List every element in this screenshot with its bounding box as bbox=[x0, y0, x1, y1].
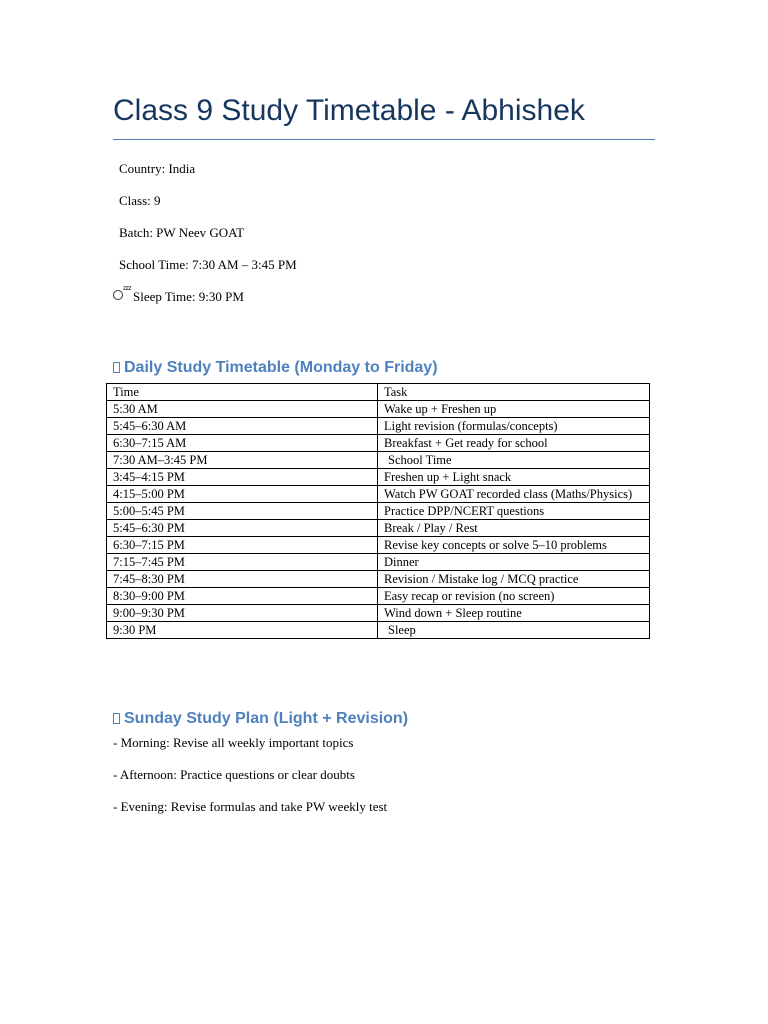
time-cell: 5:30 AM bbox=[107, 401, 378, 418]
daily-timetable-heading bbox=[113, 359, 438, 377]
task-cell: Practice DPP/NCERT questions bbox=[378, 503, 650, 520]
missing-glyph-icon bbox=[113, 362, 120, 373]
table-header-row bbox=[107, 384, 650, 401]
task-cell: Revise key concepts or solve 5–10 problems bbox=[378, 537, 650, 554]
time-cell: 5:00–5:45 PM bbox=[107, 503, 378, 520]
time-cell: 4:15–5:00 PM bbox=[107, 486, 378, 503]
batch-line: Batch: PW Neev GOAT bbox=[119, 225, 245, 240]
task-cell: Easy recap or revision (no screen) bbox=[378, 588, 650, 605]
table-row bbox=[107, 469, 650, 486]
header-time: Time bbox=[107, 384, 378, 401]
table-row bbox=[107, 571, 650, 588]
daily-timetable bbox=[106, 383, 650, 639]
time-cell: 9:30 PM bbox=[107, 622, 378, 639]
timetable-body bbox=[107, 401, 650, 639]
table-row bbox=[107, 418, 650, 435]
task-cell: School Time bbox=[378, 452, 650, 469]
sunday-plan-heading bbox=[113, 710, 408, 728]
task-cell: Sleep bbox=[378, 622, 650, 639]
time-cell: 5:45–6:30 PM bbox=[107, 520, 378, 537]
time-cell: 3:45–4:15 PM bbox=[107, 469, 378, 486]
table-row bbox=[107, 537, 650, 554]
school-time-line: School Time: 7:30 AM – 3:45 PM bbox=[119, 257, 297, 272]
task-cell: Dinner bbox=[378, 554, 650, 571]
sleeping-face-icon: zzz bbox=[113, 289, 127, 302]
table-row bbox=[107, 520, 650, 537]
table-row bbox=[107, 486, 650, 503]
task-cell: Freshen up + Light snack bbox=[378, 469, 650, 486]
table-row bbox=[107, 435, 650, 452]
table-row bbox=[107, 588, 650, 605]
header-task: Task bbox=[378, 384, 650, 401]
table-row bbox=[107, 622, 650, 639]
time-cell: 8:30–9:00 PM bbox=[107, 588, 378, 605]
task-cell: Watch PW GOAT recorded class (Maths/Physics) bbox=[378, 486, 650, 503]
country-line: Country: India bbox=[119, 161, 196, 176]
time-cell: 7:15–7:45 PM bbox=[107, 554, 378, 571]
table-row bbox=[107, 401, 650, 418]
table-row bbox=[107, 503, 650, 520]
task-cell: Wake up + Freshen up bbox=[378, 401, 650, 418]
document-title: Class 9 Study Timetable - Abhishek bbox=[113, 94, 585, 127]
sleep-time-text: Sleep Time: 9:30 PM bbox=[133, 289, 244, 304]
time-cell: 5:45–6:30 AM bbox=[107, 418, 378, 435]
time-cell: 7:45–8:30 PM bbox=[107, 571, 378, 588]
sunday-item-afternoon: - Afternoon: Practice questions or clear doubts bbox=[113, 767, 355, 782]
sunday-heading-text: Sunday Study Plan (Light + Revision) bbox=[124, 710, 409, 727]
task-cell: Breakfast + Get ready for school bbox=[378, 435, 650, 452]
title-underline bbox=[113, 139, 655, 140]
time-cell: 7:30 AM–3:45 PM bbox=[107, 452, 378, 469]
table-row bbox=[107, 452, 650, 469]
sleep-time-line bbox=[113, 285, 244, 305]
sunday-item-morning: - Morning: Revise all weekly important topics bbox=[113, 735, 354, 750]
missing-glyph-icon bbox=[113, 713, 120, 724]
time-cell: 9:00–9:30 PM bbox=[107, 605, 378, 622]
time-cell: 6:30–7:15 AM bbox=[107, 435, 378, 452]
task-cell: Light revision (formulas/concepts) bbox=[378, 418, 650, 435]
sunday-item-evening: - Evening: Revise formulas and take PW weekly test bbox=[113, 799, 388, 814]
daily-heading-text: Daily Study Timetable (Monday to Friday) bbox=[124, 359, 438, 376]
task-cell: Revision / Mistake log / MCQ practice bbox=[378, 571, 650, 588]
time-cell: 6:30–7:15 PM bbox=[107, 537, 378, 554]
task-cell: Break / Play / Rest bbox=[378, 520, 650, 537]
class-line: Class: 9 bbox=[119, 193, 161, 208]
table-row bbox=[107, 605, 650, 622]
table-row bbox=[107, 554, 650, 571]
task-cell: Wind down + Sleep routine bbox=[378, 605, 650, 622]
